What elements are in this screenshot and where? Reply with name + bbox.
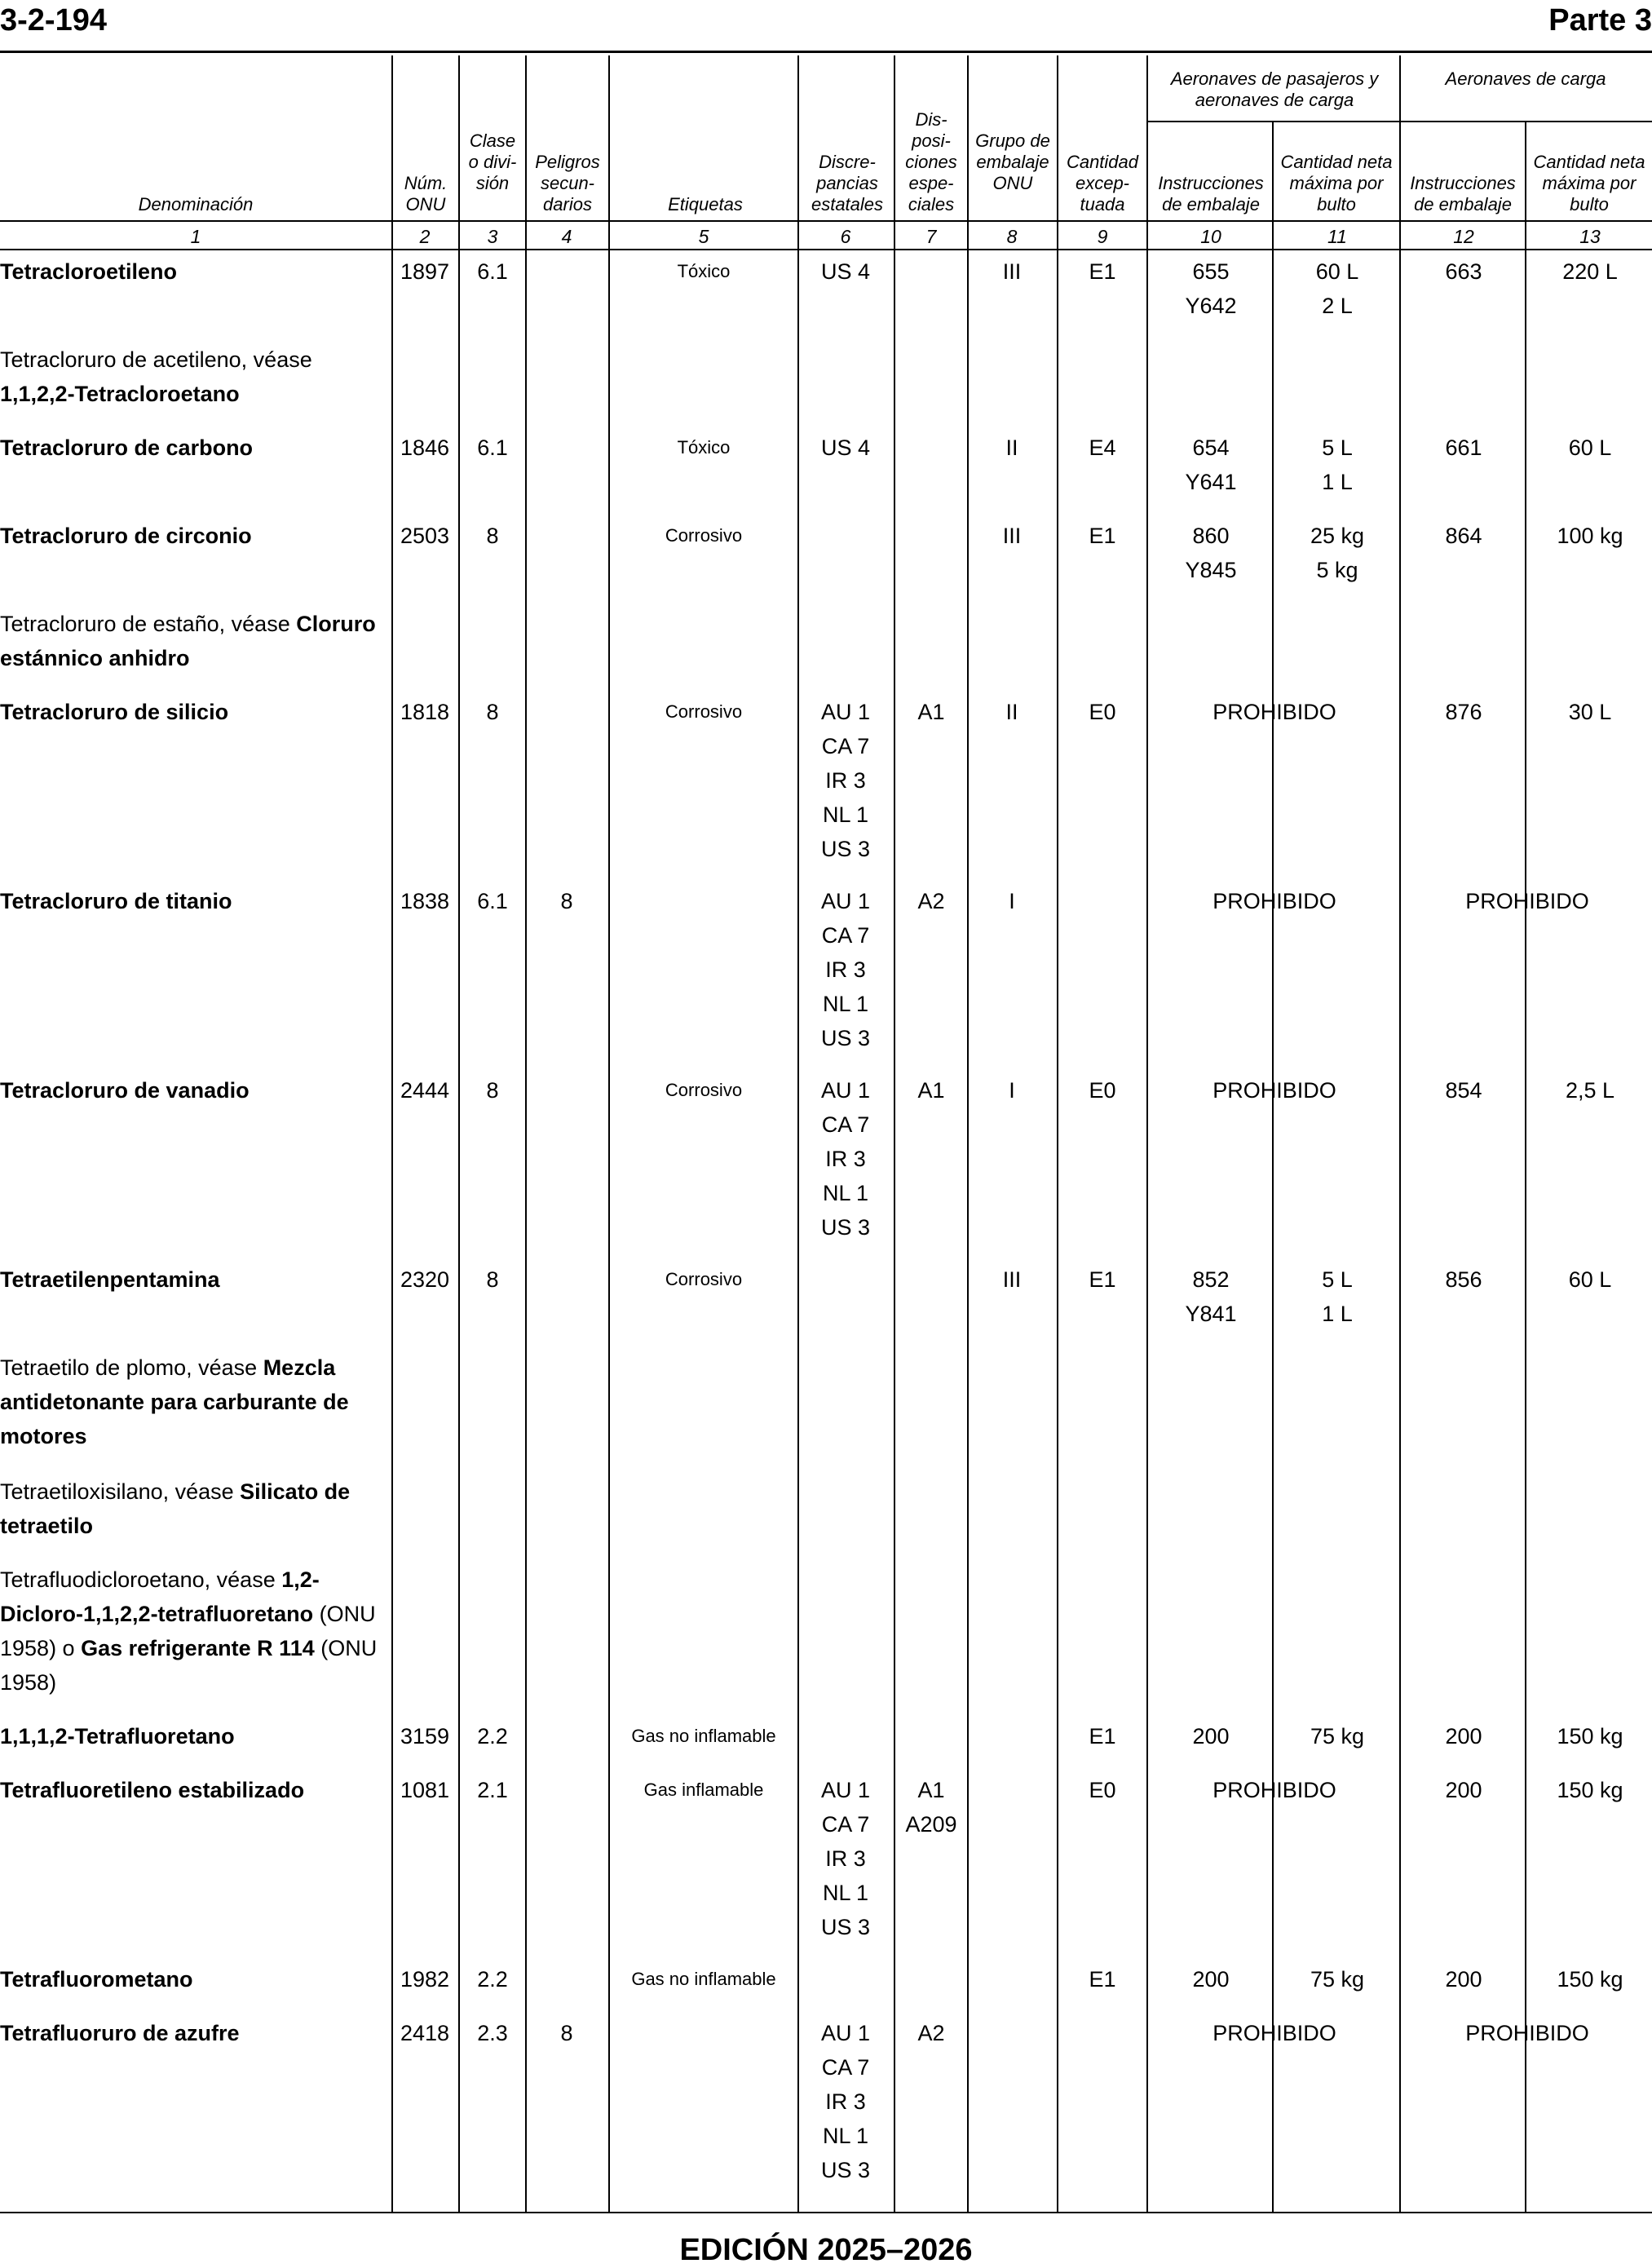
un-number: 1081 xyxy=(400,1778,450,1802)
entry-name xyxy=(0,2016,390,2050)
state-variation: CA 7 xyxy=(821,1112,870,1137)
excepted-quantity: E1 xyxy=(1089,1267,1116,1292)
state-variation: NL 1 xyxy=(822,992,869,1016)
hazard-class: 8 xyxy=(486,1267,499,1292)
passenger-packing-instruction: 655 xyxy=(1192,259,1230,284)
state-variation: NL 1 xyxy=(822,802,869,827)
column-number: 3 xyxy=(487,226,498,247)
hazard-label: Gas no inflamable xyxy=(631,1726,776,1746)
hazard-label: Tóxico xyxy=(677,437,731,458)
hazard-label: Corrosivo xyxy=(665,525,743,546)
cargo-packing-instruction: 876 xyxy=(1445,700,1482,724)
passenger-packing-instruction: Y642 xyxy=(1185,294,1237,318)
header-rule xyxy=(0,220,1652,222)
passenger-forbidden: PROHIBIDO xyxy=(1212,889,1336,913)
state-variation: US 3 xyxy=(820,837,871,861)
entry-name-part: Tetracloruro de circonio xyxy=(0,524,252,548)
group-header-passenger: Aeronaves de pasajeros y aeronaves de carga xyxy=(1170,69,1379,110)
state-variation: IR 3 xyxy=(825,1147,866,1171)
entry-name-part: (ONU 1958) o xyxy=(0,1602,376,1660)
subsidiary-hazard: 8 xyxy=(560,889,573,913)
state-variation: CA 7 xyxy=(821,2055,870,2080)
entry-name xyxy=(0,1351,390,1453)
column-line xyxy=(391,55,393,2212)
special-provision: A2 xyxy=(917,889,945,913)
entry-name-part: Tetraetilenpentamina xyxy=(0,1267,220,1292)
state-variation: US 3 xyxy=(820,1915,871,1939)
state-variation: AU 1 xyxy=(820,1778,871,1802)
column-number-rule xyxy=(0,249,1652,250)
column-number: 10 xyxy=(1200,226,1221,247)
entry-name-part: Tetracloruro de titanio xyxy=(0,889,232,913)
passenger-packing-instruction: 200 xyxy=(1192,1967,1230,1992)
col-header-cantidad-exceptuada: Cantidad excep- tuada xyxy=(1066,152,1139,214)
state-variation: US 4 xyxy=(820,435,871,460)
col-header-pass-qty: Cantidad neta máxima por bulto xyxy=(1280,152,1393,214)
column-number: 6 xyxy=(840,226,851,247)
un-number: 2503 xyxy=(400,524,450,548)
entry-name-part: Tetracloroetileno xyxy=(0,259,178,284)
cargo-packing-instruction: 663 xyxy=(1445,259,1482,284)
entry-name-part: Tetracloruro de acetileno, véase xyxy=(0,347,312,372)
passenger-max-quantity: 5 L xyxy=(1322,435,1353,460)
cargo-max-quantity: 2,5 L xyxy=(1565,1078,1615,1103)
excepted-quantity: E1 xyxy=(1089,1724,1116,1749)
cargo-forbidden: PROHIBIDO xyxy=(1465,2021,1589,2045)
entry-name-part: Tetrafluorometano xyxy=(0,1967,193,1992)
state-variation: US 4 xyxy=(820,259,871,284)
passenger-max-quantity: 60 L xyxy=(1315,259,1359,284)
state-variation: CA 7 xyxy=(821,1812,870,1837)
passenger-max-quantity: 75 kg xyxy=(1310,1724,1365,1749)
hazard-class: 8 xyxy=(486,700,499,724)
hazard-class: 6.1 xyxy=(477,259,508,284)
cargo-max-quantity: 150 kg xyxy=(1557,1724,1623,1749)
state-variation: US 3 xyxy=(820,2158,871,2182)
state-variation: CA 7 xyxy=(821,734,870,758)
entry-name-part: (ONU 1958) xyxy=(0,1636,378,1695)
entry-name-part: Tetraetiloxisilano, véase xyxy=(0,1479,241,1504)
packing-group: III xyxy=(1002,1267,1022,1292)
column-number: 4 xyxy=(561,226,572,247)
cargo-max-quantity: 30 L xyxy=(1568,700,1612,724)
passenger-forbidden: PROHIBIDO xyxy=(1212,1078,1336,1103)
passenger-packing-instruction: 852 xyxy=(1192,1267,1230,1292)
column-number: 2 xyxy=(419,226,431,247)
entry-name-part: Mezcla antidetonante para carburante de motores xyxy=(0,1355,349,1448)
cargo-packing-instruction: 200 xyxy=(1445,1778,1482,1802)
excepted-quantity: E1 xyxy=(1089,1967,1116,1992)
column-line xyxy=(608,55,610,2212)
cargo-max-quantity: 100 kg xyxy=(1557,524,1623,548)
entry-name-part: Cloruro estánnico anhidro xyxy=(0,612,376,670)
column-number: 12 xyxy=(1453,226,1474,247)
un-number: 1846 xyxy=(400,435,450,460)
entry-name xyxy=(0,1262,390,1297)
un-number: 1897 xyxy=(400,259,450,284)
col-header-num-onu: Núm. ONU xyxy=(404,173,448,214)
part-label: Parte 3 xyxy=(1548,3,1652,38)
col-header-disposiciones: Dis- posi- ciones espe- ciales xyxy=(905,109,957,214)
column-line xyxy=(1146,55,1148,2212)
entry-name-part: 1,1,1,2-Tetrafluoretano xyxy=(0,1724,235,1749)
passenger-packing-instruction: 654 xyxy=(1192,435,1230,460)
entry-name-part: Tetracloruro de estaño, véase xyxy=(0,612,297,636)
state-variation: AU 1 xyxy=(820,700,871,724)
packing-group: II xyxy=(1005,700,1018,724)
entry-name xyxy=(0,1474,390,1543)
passenger-max-quantity: 75 kg xyxy=(1310,1967,1365,1992)
entry-name-part: Tetraetilo de plomo, véase xyxy=(0,1355,263,1380)
entry-name xyxy=(0,254,390,289)
excepted-quantity: E0 xyxy=(1089,700,1116,724)
column-number: 11 xyxy=(1327,226,1347,247)
hazard-class: 2.1 xyxy=(477,1778,508,1802)
state-variation: US 3 xyxy=(820,1026,871,1050)
entry-name-part: Silicato de tetraetilo xyxy=(0,1479,351,1538)
hazard-label: Gas inflamable xyxy=(643,1779,764,1800)
state-variation: AU 1 xyxy=(820,2021,871,2045)
passenger-packing-instruction: 200 xyxy=(1192,1724,1230,1749)
page-number: 3-2-194 xyxy=(0,3,107,38)
entry-name-part: Gas refrigerante R 114 xyxy=(81,1636,315,1660)
entry-name xyxy=(0,1773,390,1807)
special-provision: A1 xyxy=(917,1078,945,1103)
cargo-packing-instruction: 200 xyxy=(1445,1967,1482,1992)
packing-group: I xyxy=(1009,1078,1015,1103)
passenger-max-quantity: 1 L xyxy=(1322,470,1353,494)
excepted-quantity: E1 xyxy=(1089,524,1116,548)
packing-group: III xyxy=(1002,524,1022,548)
state-variation: IR 3 xyxy=(825,768,866,793)
packing-group: II xyxy=(1005,435,1018,460)
cargo-max-quantity: 60 L xyxy=(1568,1267,1612,1292)
top-rule xyxy=(0,51,1652,53)
hazard-label: Corrosivo xyxy=(665,1269,743,1289)
column-line xyxy=(458,55,460,2212)
entry-name-part: Tetrafluodicloroetano, véase xyxy=(0,1567,282,1592)
cargo-max-quantity: 150 kg xyxy=(1557,1778,1623,1802)
packing-group: I xyxy=(1009,889,1015,913)
entry-name xyxy=(0,1073,390,1107)
group-header-cargo: Aeronaves de carga xyxy=(1445,69,1606,89)
passenger-forbidden: PROHIBIDO xyxy=(1212,2021,1336,2045)
entry-name xyxy=(0,607,390,675)
state-variation: IR 3 xyxy=(825,957,866,982)
special-provision: A2 xyxy=(917,2021,945,2045)
entry-name xyxy=(0,519,390,553)
col-header-denominacion: Denominación xyxy=(138,194,254,214)
column-number: 13 xyxy=(1579,226,1601,247)
cargo-forbidden: PROHIBIDO xyxy=(1465,889,1589,913)
state-variation: US 3 xyxy=(820,1215,871,1240)
hazard-class: 2.2 xyxy=(477,1724,508,1749)
cargo-packing-instruction: 854 xyxy=(1445,1078,1482,1103)
column-line xyxy=(525,55,527,2212)
entry-name-part: Tetracloruro de silicio xyxy=(0,700,229,724)
passenger-max-quantity: 25 kg xyxy=(1310,524,1365,548)
col-header-cargo-qty: Cantidad neta máxima por bulto xyxy=(1533,152,1645,214)
entry-name-part: Tetrafluoretileno estabilizado xyxy=(0,1778,305,1802)
un-number: 2418 xyxy=(400,2021,450,2045)
column-line xyxy=(967,55,969,2212)
excepted-quantity: E4 xyxy=(1089,435,1116,460)
entry-name xyxy=(0,1962,390,1996)
excepted-quantity: E0 xyxy=(1089,1078,1116,1103)
column-line xyxy=(1525,122,1526,2212)
passenger-packing-instruction: Y845 xyxy=(1185,558,1237,582)
col-header-etiquetas: Etiquetas xyxy=(668,194,743,214)
excepted-quantity: E0 xyxy=(1089,1778,1116,1802)
state-variation: NL 1 xyxy=(822,1181,869,1205)
entry-name-part: 1,1,2,2-Tetracloroetano xyxy=(0,382,240,406)
entry-name xyxy=(0,695,390,729)
un-number: 2444 xyxy=(400,1078,450,1103)
passenger-max-quantity: 5 L xyxy=(1322,1267,1353,1292)
un-number: 1818 xyxy=(400,700,450,724)
hazard-label: Corrosivo xyxy=(665,1080,743,1100)
state-variation: AU 1 xyxy=(820,1078,871,1103)
edition-footer: EDICIÓN 2025–2026 xyxy=(679,2233,973,2267)
hazard-class: 2.2 xyxy=(477,1967,508,1992)
entry-name-part: 1,2-Dicloro-1,1,2,2-tetrafluoretano xyxy=(0,1567,320,1626)
un-number: 2320 xyxy=(400,1267,450,1292)
column-line xyxy=(1272,122,1274,2212)
excepted-quantity: E1 xyxy=(1089,259,1116,284)
hazard-class: 6.1 xyxy=(477,889,508,913)
entry-name xyxy=(0,1719,390,1753)
entry-name-part: Tetrafluoruro de azufre xyxy=(0,2021,240,2045)
entry-name xyxy=(0,343,390,411)
column-number: 8 xyxy=(1006,226,1018,247)
subsidiary-hazard: 8 xyxy=(560,2021,573,2045)
cargo-packing-instruction: 864 xyxy=(1445,524,1482,548)
hazard-class: 8 xyxy=(486,524,499,548)
hazard-label: Corrosivo xyxy=(665,701,743,722)
state-variation: IR 3 xyxy=(825,2089,866,2114)
column-line xyxy=(1057,55,1058,2212)
passenger-packing-instruction: 860 xyxy=(1192,524,1230,548)
hazard-class: 6.1 xyxy=(477,435,508,460)
col-header-discrepancias: Discre- pancias estatales xyxy=(811,152,884,214)
un-number: 3159 xyxy=(400,1724,450,1749)
special-provision: A1 xyxy=(917,1778,945,1802)
cargo-max-quantity: 150 kg xyxy=(1557,1967,1623,1992)
cargo-packing-instruction: 856 xyxy=(1445,1267,1482,1292)
entry-name-part: Tetracloruro de vanadio xyxy=(0,1078,250,1103)
col-header-pass-instr: Instrucciones de embalaje xyxy=(1158,173,1264,214)
cargo-max-quantity: 220 L xyxy=(1562,259,1618,284)
passenger-forbidden: PROHIBIDO xyxy=(1212,700,1336,724)
passenger-forbidden: PROHIBIDO xyxy=(1212,1778,1336,1802)
cargo-max-quantity: 60 L xyxy=(1568,435,1612,460)
entry-name xyxy=(0,1563,390,1700)
column-number: 1 xyxy=(190,226,201,247)
column-line xyxy=(1399,55,1401,2212)
col-header-cargo-instr: Instrucciones de embalaje xyxy=(1410,173,1516,214)
bottom-rule xyxy=(0,2212,1652,2213)
hazard-label: Gas no inflamable xyxy=(631,1969,776,1989)
hazard-label: Tóxico xyxy=(677,261,731,281)
state-variation: CA 7 xyxy=(821,923,870,948)
passenger-packing-instruction: Y841 xyxy=(1185,1302,1237,1326)
state-variation: AU 1 xyxy=(820,889,871,913)
column-number: 7 xyxy=(925,226,937,247)
passenger-max-quantity: 1 L xyxy=(1322,1302,1353,1326)
passenger-max-quantity: 2 L xyxy=(1322,294,1353,318)
passenger-packing-instruction: Y641 xyxy=(1185,470,1237,494)
special-provision: A209 xyxy=(905,1812,957,1837)
cargo-packing-instruction: 661 xyxy=(1445,435,1482,460)
column-number: 5 xyxy=(698,226,709,247)
entry-name xyxy=(0,431,390,465)
col-header-clase: Clase o divi- sión xyxy=(468,130,517,193)
un-number: 1982 xyxy=(400,1967,450,1992)
state-variation: NL 1 xyxy=(822,2124,869,2148)
entry-name-part: Tetracloruro de carbono xyxy=(0,435,254,460)
state-variation: IR 3 xyxy=(825,1846,866,1871)
column-number: 9 xyxy=(1097,226,1108,247)
column-line xyxy=(894,55,895,2212)
col-header-peligros: Peligros secun- darios xyxy=(535,152,600,214)
un-number: 1838 xyxy=(400,889,450,913)
hazard-class: 2.3 xyxy=(477,2021,508,2045)
packing-group: III xyxy=(1002,259,1022,284)
hazard-class: 8 xyxy=(486,1078,499,1103)
state-variation: NL 1 xyxy=(822,1881,869,1905)
col-header-grupo: Grupo de embalaje ONU xyxy=(975,130,1050,193)
special-provision: A1 xyxy=(917,700,945,724)
entry-name xyxy=(0,884,390,918)
cargo-packing-instruction: 200 xyxy=(1445,1724,1482,1749)
passenger-max-quantity: 5 kg xyxy=(1316,558,1358,582)
